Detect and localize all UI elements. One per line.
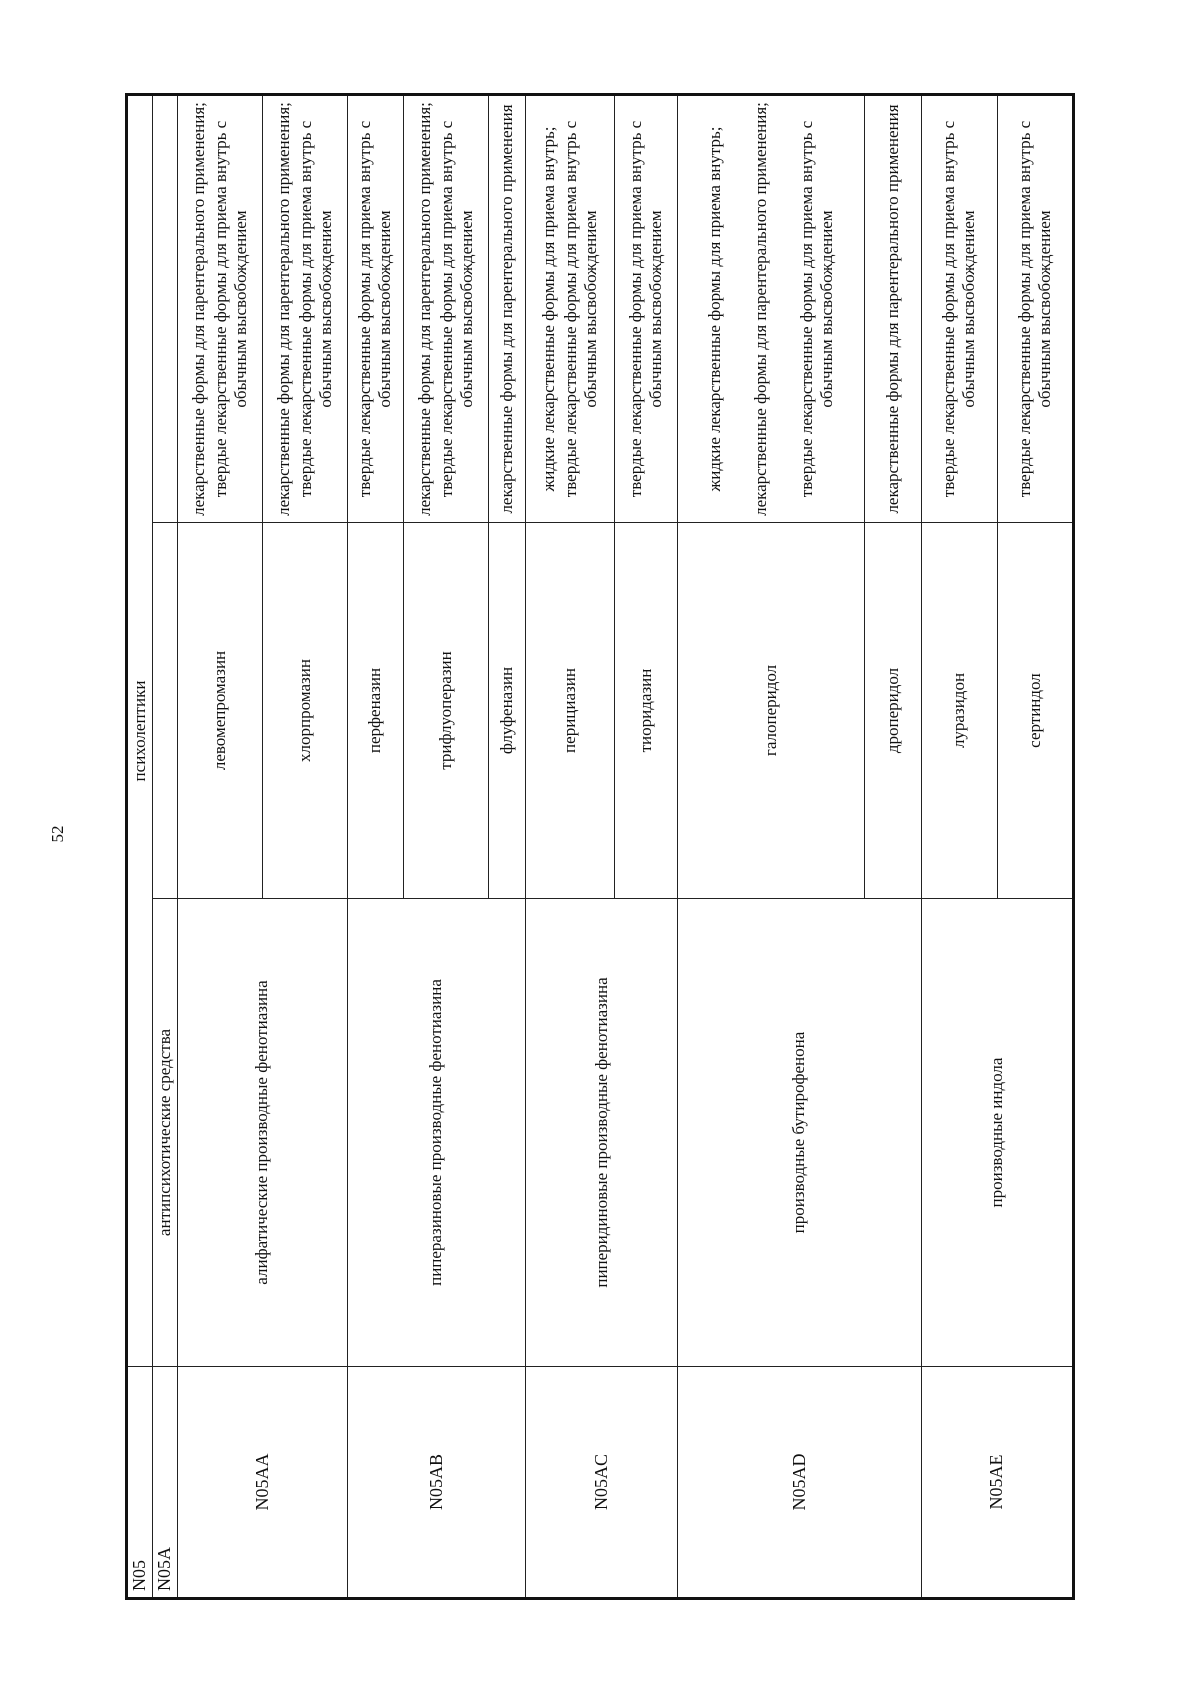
dosage-forms <box>404 95 489 523</box>
atc-group-name: пиперидиновые производные фенотиазина <box>525 899 677 1367</box>
dosage-form: лекарственные формы для парентерального применения; <box>188 102 208 516</box>
drug-name: левомепромазин <box>178 523 263 899</box>
dosage-forms <box>678 95 865 523</box>
dosage-form: твердые лекарственные формы для приема внутрь с обычным высвобождением <box>626 120 666 498</box>
dosage-forms <box>615 95 678 523</box>
dosage-forms <box>525 95 614 523</box>
header-row-n05a <box>153 95 178 1599</box>
atc-code: N05AB <box>347 1367 525 1599</box>
atc-code: N05AC <box>525 1367 677 1599</box>
dosage-form: твердые лекарственные формы для приема внутрь с обычным высвобождением <box>437 120 477 498</box>
dosage-form: твердые лекарственные формы для приема внутрь с обычным высвобождением <box>939 120 979 498</box>
drug-name: флуфеназин <box>489 523 526 899</box>
drug-name: дроперидол <box>865 523 922 899</box>
rotated-document <box>125 96 1075 1600</box>
dosage-form: лекарственные формы для парентерального применения; <box>751 102 771 516</box>
table-row <box>921 95 997 1599</box>
atc-group-name: антипсихотические средства <box>153 899 178 1367</box>
drug-table <box>125 93 1075 1600</box>
table-row <box>178 95 263 1599</box>
atc-group-name: алифатические производные фенотиазина <box>178 899 348 1367</box>
dosage-form: твердые лекарственные формы для приема внутрь с обычным высвобождением <box>210 120 251 498</box>
dosage-forms <box>489 95 526 523</box>
drug-name: галоперидол <box>678 523 865 899</box>
atc-group-name: производные индола <box>921 899 1073 1367</box>
dosage-forms <box>262 95 347 523</box>
dosage-forms <box>997 95 1073 523</box>
header-row-n05 <box>127 95 153 1599</box>
atc-code: N05 <box>127 1367 153 1599</box>
empty-cell <box>153 523 178 899</box>
page-number: 52 <box>48 825 67 843</box>
dosage-form: лекарственные формы для парентерального применения; <box>415 102 435 516</box>
drug-name: перфеназин <box>347 523 404 899</box>
dosage-forms <box>865 95 922 523</box>
drug-name: тиоридазин <box>615 523 678 899</box>
drug-name: сертиндол <box>997 523 1073 899</box>
drug-name: хлорпромазин <box>262 523 347 899</box>
dosage-form: твердые лекарственные формы для приема внутрь с обычным высвобождением <box>797 120 837 498</box>
drug-name: перициазин <box>525 523 614 899</box>
dosage-forms <box>921 95 997 523</box>
atc-group-name: пиперазиновые производные фенотиазина <box>347 899 525 1367</box>
atc-group-name: производные бутирофенона <box>678 899 922 1367</box>
dosage-form: жидкие лекарственные формы для приема внутрь; <box>705 126 725 492</box>
table-row <box>525 95 614 1599</box>
table-row <box>347 95 404 1599</box>
dosage-form: твердые лекарственные формы для приема внутрь с обычным высвобождением <box>295 120 335 498</box>
dosage-form: лекарственные формы для парентерального применения <box>496 104 516 514</box>
dosage-forms <box>178 95 263 523</box>
drug-name: трифлуоперазин <box>404 523 489 899</box>
dosage-form: лекарственные формы для парентерального применения <box>882 104 902 514</box>
atc-group-name: психолептики <box>127 95 153 1367</box>
dosage-forms <box>347 95 404 523</box>
atc-code: N05AE <box>921 1367 1073 1599</box>
atc-code: N05AA <box>178 1367 348 1599</box>
dosage-form: лекарственные формы для парентерального применения; <box>273 102 293 516</box>
atc-code: N05A <box>153 1367 178 1599</box>
drug-name: луразидон <box>921 523 997 899</box>
table-row <box>678 95 865 1599</box>
empty-cell <box>153 95 178 523</box>
dosage-form: твердые лекарственные формы для приема внутрь с обычным высвобождением <box>1014 120 1054 498</box>
atc-code: N05AD <box>678 1367 922 1599</box>
dosage-form: жидкие лекарственные формы для приема внутрь; <box>538 126 558 492</box>
dosage-form: твердые лекарственные формы для приема внутрь с обычным высвобождением <box>561 120 601 498</box>
dosage-form: твердые лекарственные формы для приема внутрь с обычным высвобождением <box>355 120 395 498</box>
